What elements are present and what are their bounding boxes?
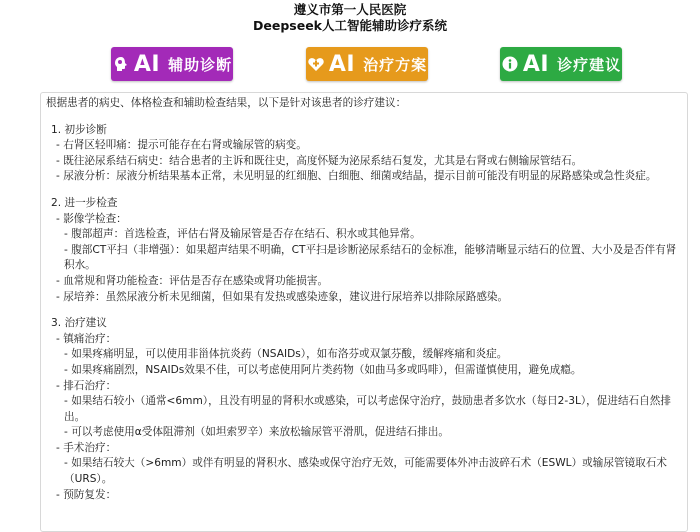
ai-treatment-button[interactable]: [306, 47, 428, 81]
report-line: - 尿液分析：尿液分析结果基本正常，未见明显的红细胞、白细胞、细菌或结晶，提示目前可能没有明显的尿路感染或急性炎症。: [56, 170, 657, 183]
report-line: - 如果疼痛明显，可以使用非甾体抗炎药（NSAIDs），如布洛芬或双氯芬酸，缓解疼痛和炎症。: [64, 348, 508, 361]
system-title: Deepseek人工智能辅助诊疗系统: [253, 18, 447, 33]
section-title: 3. 治疗建议: [51, 317, 107, 330]
report-intro: 根据患者的病史、体格检查和辅助检查结果，以下是针对该患者的诊疗建议：: [46, 97, 407, 109]
recommendation-panel[interactable]: [40, 92, 688, 532]
app-header: [0, 0, 700, 34]
ai-text: AI: [328, 51, 356, 77]
ai-text: AI: [133, 51, 161, 77]
section-title: 2. 进一步检查: [51, 196, 118, 209]
report-line: - 镇痛治疗：: [56, 332, 117, 345]
ai-suggestion-button[interactable]: [500, 47, 622, 81]
report-line: - 影像学检查：: [56, 212, 127, 225]
report-line: - 血常规和肾功能检查：评估是否存在感染或肾功能损害。: [56, 274, 329, 287]
ai-toolbar: [0, 47, 700, 87]
info-icon: [501, 55, 519, 73]
report-line: - 腹部CT平扫（非增强）：如果超声结果不明确，CT平扫是诊断泌尿系结石的金标准，能够清晰显示结石的位置、大小及是否伴有肾积水。: [64, 243, 677, 272]
report-line: - 可以考虑使用α受体阻滞剂（如坦索罗辛）来放松输尿管平滑肌，促进结石排出。: [64, 426, 449, 439]
report-line: - 既往泌尿系结石病史：结合患者的主诉和既往史，高度怀疑为泌尿系结石复发，尤其是右肾或右侧输尿管结石。: [56, 154, 583, 167]
hospital-name: 遵义市第一人民医院: [293, 2, 407, 17]
report-line: - 右肾区轻叩痛：提示可能存在右肾或输尿管的病变。: [56, 139, 307, 152]
report-line: - 腹部超声：首选检查，评估右肾及输尿管是否存在结石、积水或其他异常。: [64, 228, 421, 241]
report-line: - 排石治疗：: [56, 379, 117, 392]
ai-diagnosis-label: 辅助诊断: [168, 55, 233, 74]
report-line: - 如果结石较小（通常<6mm），且没有明显的肾积水或感染，可以考虑保守治疗，鼓励患者多饮水（每日2-3L），促进结石自然排出。: [64, 395, 671, 423]
report-line: - 预防复发：: [56, 488, 117, 501]
report-line: - 如果结石较大（>6mm）或伴有明显的肾积水、感染或保守治疗无效，可能需要体外冲击波碎石术（ESWL）或输尿管镜取石术（URS）。: [64, 457, 667, 486]
ai-suggestion-label: 诊疗建议: [557, 55, 622, 74]
report-line: - 手术治疗：: [56, 441, 117, 454]
heart-icon: [307, 55, 325, 73]
ai-treatment-label: 治疗方案: [363, 55, 428, 74]
report-line: - 如果疼痛剧烈，NSAIDs效果不佳，可以考虑使用阿片类药物（如曲马多或吗啡），但需谨慎使用，避免成瘾。: [64, 363, 582, 376]
ai-diagnosis-button[interactable]: [111, 47, 233, 81]
section-title: 1. 初步诊断: [51, 123, 107, 136]
ai-text: AI: [522, 51, 550, 77]
report-line: - 尿培养：虽然尿液分析未见细菌，但如果有发热或感染迹象，建议进行尿培养以排除尿路感染。: [56, 290, 509, 303]
brain-icon: [112, 55, 130, 73]
